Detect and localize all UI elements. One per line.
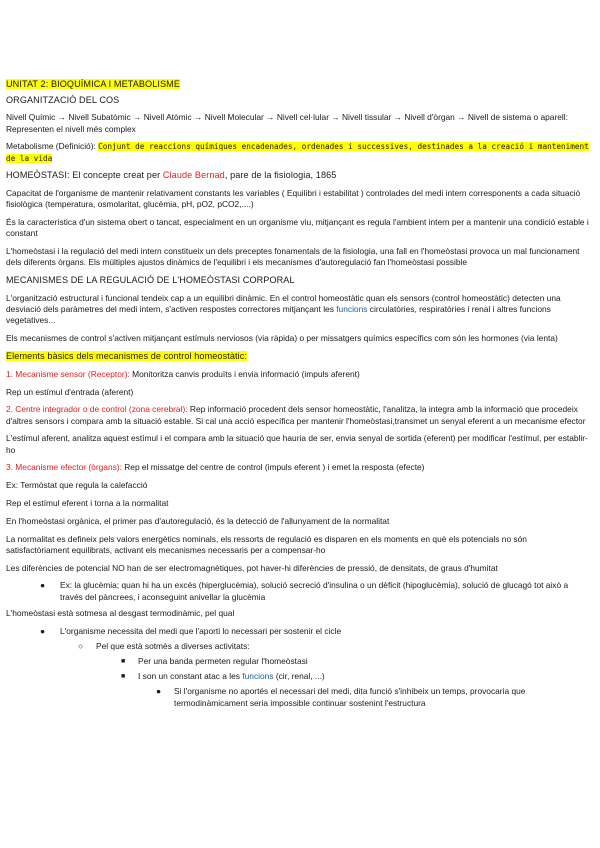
funcions-link[interactable]: funcions <box>336 304 368 315</box>
afferent-paragraph: Rep un estímul d'entrada (aferent) <box>6 386 134 397</box>
integrator-label: 2. Centre integrador o de control (zona cerebral): <box>6 404 190 415</box>
integrator-item: 2. Centre integrador o de control (zona cerebral): Rep informació procedent dels sensor homeostàtic, l'analitza, la integra amb la informació que procedeix d'altres sensors i compara amb la situació estable. Si cal una acció específica per mantenir l'homeòstasi,transmet un senyal eferent a un mecanisme efector <box>6 404 586 426</box>
regulation-paragraph: L'homeòstasi i la regulació del medi intern constitueix un dels preceptes fonamentals de la fisiologia, una fall en l'homeòstasi provoca un mal funcionament dels diferents òrgans. Els múltiples ajustos dinàmics de l'equilibri i els mecanismes d'autoregulació fan l'homeòstasi possible <box>6 246 580 268</box>
list-item: ■ Per una banda permeten regular l'homeòstasi <box>121 655 308 666</box>
homeostasis-heading: HOMEÒSTASI: El concepte creat per Claude Bernad, pare de la fisiologia, 1865 <box>6 170 337 181</box>
levels-paragraph: Nivell Químic → Nivell Subatòmic → Nivell Atòmic → Nivell Molecular → Nivell cel·lular → Nivell tissular → Nivell d'òrgan → Nivell de sistema o aparell: Representen el nivell més complex <box>6 112 568 134</box>
list-item: ■ I son un constant atac a les funcions (cir, renal, ...) <box>121 671 325 682</box>
claude-bernad-name: Claude Bernad <box>162 170 225 181</box>
glycemia-example-list <box>6 580 592 602</box>
list-item: ○ Pel que està sotmès a diverses activitats: <box>78 640 250 651</box>
example-thermostat: Ex: Termòstat que regula la calefacció <box>6 480 148 491</box>
section-heading-mechanisms: MECANISMES DE LA REGULACIÓ DE L'HOMEÒSTASI CORPORAL <box>6 275 295 286</box>
bullet-circle-icon: ○ <box>78 640 84 651</box>
section-heading-organization: ORGANITZACIÓ DEL COS <box>6 95 120 106</box>
effector-label: 3. Mecanisme efector (òrgans): <box>6 462 125 473</box>
wear-paragraph: L'homeòstasi està sotmesa al desgast termodinàmic, pel qual <box>6 607 235 618</box>
elements-heading: Elements bàsics dels mecanismes de control homeostàtic: <box>6 351 248 361</box>
efferent-paragraph: Rep el estímul eferent i torna a la normalitat <box>6 497 169 508</box>
bullet-square-icon: ■ <box>121 657 126 665</box>
normality-paragraph: La normalitat es defineix pels valors energètics nominals, els ressorts de regulació es disparen en els moments en què els potencials no són satisfactòriament equilibrats, activant els mecanismes necessaris per a compensar-ho <box>6 533 527 555</box>
list-item: ● L'organisme necessita del medi que l'aporti lo necessari per sostenir el cicle <box>40 625 342 636</box>
effector-item: 3. Mecanisme efector (òrgans): Rep el missatge del centre de control (impuls eferent ) i emet la resposta (efecte) <box>6 462 425 473</box>
metabolism-label: Metabolisme (Definició): <box>6 141 99 152</box>
bullet-dot-icon: ● <box>40 625 46 636</box>
metabolism-definition: Conjunt de reaccions químiques encadenades, ordenades i successives, destinades a la creació i manteniment de la vida <box>6 142 589 163</box>
funcions-link[interactable]: funcions <box>242 671 274 682</box>
metabolism-paragraph <box>6 141 592 163</box>
list-item: ● Si l'organisme no aportés el necessari del medi, dita funció s'inhibeix un temps, provocaria que termodinàmicament seria impossible continuar sostenint l'estructura <box>156 686 526 708</box>
potential-differences-paragraph: Les diferències de potencial NO han de ser electromagnètiques, pot haver-hi diferències de pressió, de densitats, de graus d'humitat <box>6 562 498 573</box>
bullet-dot-icon: ● <box>156 686 162 697</box>
bullet-dot-icon: ● <box>40 580 46 591</box>
organization-paragraph: L'organització estructural i funcional tendeix cap a un equilibri dinàmic. En el control homeostàtic quan els sensors (control homeostàtic) detecten una desviació dels paràmetres del medi intern, s'activen respostes correctores mitjançant les funcions circulatòries, respiratòries i renal i altres funcions vegetatives... <box>6 293 561 326</box>
control-mechanisms-paragraph: Els mecanismes de control s'activen mitjançant estímuls nerviosos (via ràpida) o per missatgers químics específics com són les hormones (via lenta) <box>6 333 558 344</box>
document-body <box>6 79 592 713</box>
sensor-label: 1. Mecanisme sensor (Receptor): <box>6 368 133 379</box>
organic-homeostasis-paragraph: En l'homeòstasi orgànica, el primer pas d'autoregulació, és la detecció de l'allunyament de la normalitat <box>6 515 390 526</box>
characteristic-paragraph: És la característica d'un sistema obert o tancat, especialment en un organisme viu, mitjançant es regula l'ambient intern per a mantenir una condició estable i constant <box>6 217 589 239</box>
unit-title: UNITAT 2: BIOQUÍMICA I METABOLISME <box>6 79 181 89</box>
capacity-paragraph: Capacitat de l'organisme de mantenir relativament constants les variables ( Equilibri i estabilitat ) controlades del medi intern corresponents a cada situació fisiològica (temperatura, osmolaritat, glucèmia, pH, pO2, pCO2,....) <box>6 188 581 210</box>
stimulus-paragraph: L'estímul aferent, analitza aquest estímul i el compara amb la situació que hauria de ser, envia senyal de sortida (eferent) per modificar l'estímul, per establir-ho <box>6 433 588 455</box>
sensor-item: 1. Mecanisme sensor (Receptor): Monitoritza canvis produïts i envia informació (impuls aferent) <box>6 368 360 379</box>
bullet-square-icon: ■ <box>121 673 126 681</box>
nested-list <box>6 626 592 709</box>
list-item: ● Ex: la glucèmia; quan hi ha un excés (hiperglucèmia), solució secreció d'insulina o un dèficit (hipoglucèmia), solució de glucagó tot això a través del pàncrees, i aconseguint anivellar la glucèmia <box>40 580 569 602</box>
